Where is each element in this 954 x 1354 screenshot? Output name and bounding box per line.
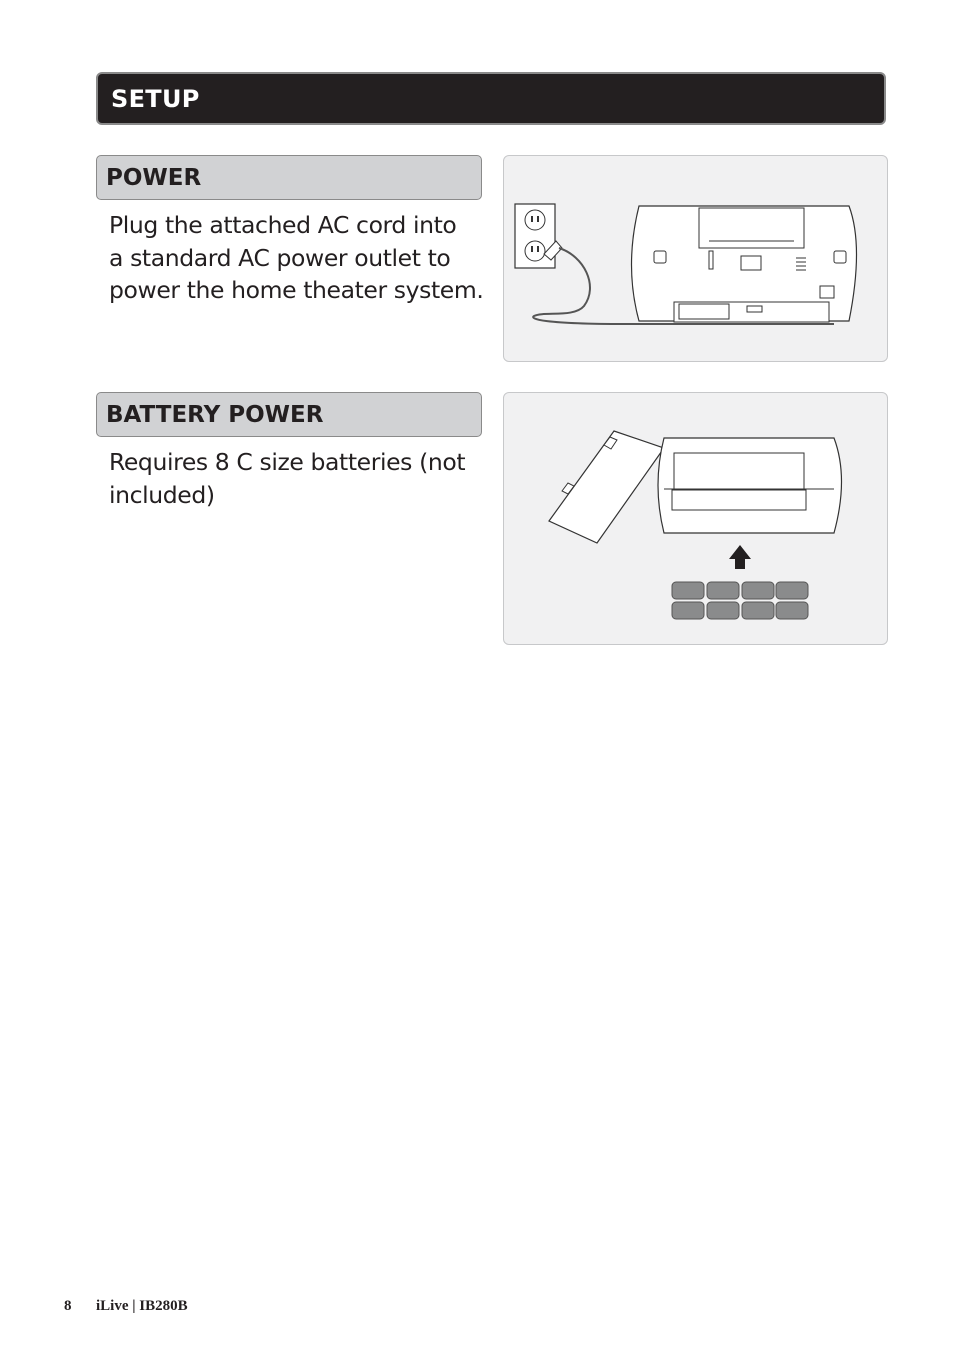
ac-outlet-and-device-illustration bbox=[504, 156, 888, 362]
page-footer bbox=[64, 1298, 188, 1315]
footer-product: iLive | IB280B bbox=[96, 1298, 188, 1314]
power-heading: POWER bbox=[106, 165, 202, 191]
power-line: a standard AC power outlet to bbox=[109, 243, 451, 272]
power-line: Plug the attached AC cord into bbox=[109, 211, 457, 239]
battery-illustration bbox=[503, 392, 888, 645]
page-number: 8 bbox=[64, 1298, 72, 1314]
power-instructions bbox=[109, 209, 489, 307]
section-banner bbox=[96, 72, 886, 125]
power-line: power the home theater system. bbox=[109, 276, 484, 304]
battery-compartment-illustration bbox=[504, 393, 888, 645]
battery-line: included) bbox=[109, 480, 215, 509]
battery-line: Requires 8 C size batteries (not bbox=[109, 448, 466, 476]
insert-arrow-icon bbox=[729, 545, 751, 569]
battery-instructions bbox=[109, 446, 489, 511]
battery-heading: BATTERY POWER bbox=[106, 402, 324, 428]
battery-heading-bar bbox=[96, 392, 482, 437]
batteries-icon bbox=[672, 582, 808, 619]
power-illustration bbox=[503, 155, 888, 362]
banner-title: SETUP bbox=[111, 85, 200, 113]
power-heading-bar bbox=[96, 155, 482, 200]
